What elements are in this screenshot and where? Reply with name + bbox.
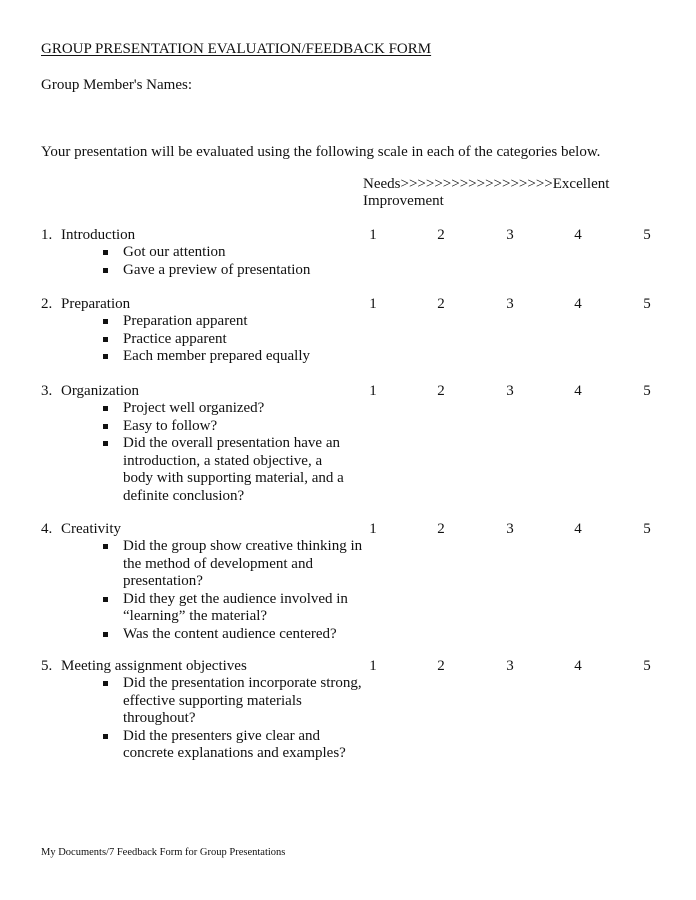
- criteria-list: [103, 313, 373, 366]
- form-title: GROUP PRESENTATION EVALUATION/FEEDBACK FORM: [41, 41, 432, 57]
- category-number: 1.: [41, 227, 53, 243]
- square-bullet-icon: [103, 441, 108, 446]
- category-label: Preparation: [61, 296, 131, 312]
- scale-improvement-label: Improvement: [363, 193, 444, 209]
- criteria-item: [103, 244, 373, 262]
- document-footer: My Documents/7 Feedback Form for Group Presentations: [41, 847, 286, 858]
- score-5[interactable]: 5: [643, 383, 651, 399]
- category-label: Creativity: [61, 521, 121, 537]
- square-bullet-icon: [103, 337, 108, 342]
- category-number: 5.: [41, 658, 53, 674]
- category-title: [41, 382, 139, 400]
- scale-range-label: Needs>>>>>>>>>>>>>>>>>>Excellent: [363, 176, 610, 192]
- score-5[interactable]: 5: [643, 658, 651, 674]
- square-bullet-icon: [103, 319, 108, 324]
- criteria-item: [103, 675, 371, 728]
- criteria-item: [103, 538, 365, 591]
- square-bullet-icon: [103, 268, 108, 273]
- score-3[interactable]: 3: [506, 296, 514, 312]
- square-bullet-icon: [103, 734, 108, 739]
- criteria-text: Did the presentation incorporate strong, effective supporting materials throughout?: [123, 675, 362, 726]
- score-4[interactable]: 4: [574, 296, 582, 312]
- square-bullet-icon: [103, 632, 108, 637]
- criteria-text: Project well organized?: [123, 400, 265, 416]
- criteria-item: [103, 400, 348, 418]
- score-2[interactable]: 2: [437, 521, 445, 537]
- category-label: Meeting assignment objectives: [61, 658, 247, 674]
- criteria-list: [103, 244, 373, 279]
- score-3[interactable]: 3: [506, 227, 514, 243]
- score-1[interactable]: 1: [369, 521, 377, 537]
- criteria-text: Each member prepared equally: [123, 348, 310, 364]
- category-title: [41, 657, 247, 675]
- category-title: [41, 520, 121, 538]
- criteria-text: Did the overall presentation have an introduction, a stated objective, a body with supporting material, and a definite conclusion?: [123, 435, 344, 504]
- criteria-text: Easy to follow?: [123, 417, 218, 434]
- criteria-text: Was the content audience centered?: [123, 625, 337, 642]
- criteria-text: Got our attention: [123, 244, 226, 260]
- category-label: Introduction: [61, 227, 136, 243]
- criteria-text: Did they get the audience involved in “learning” the material?: [123, 590, 348, 624]
- score-2[interactable]: 2: [437, 296, 445, 312]
- criteria-item: [103, 728, 371, 763]
- score-3[interactable]: 3: [506, 658, 514, 674]
- score-1[interactable]: 1: [369, 227, 377, 243]
- score-1[interactable]: 1: [369, 296, 377, 312]
- criteria-text: Did the group show creative thinking in the method of development and presentation?: [123, 538, 363, 589]
- square-bullet-icon: [103, 544, 108, 549]
- criteria-item: [103, 626, 365, 644]
- criteria-text: Preparation apparent: [123, 313, 248, 329]
- category-title: [41, 295, 130, 313]
- category-number: 3.: [41, 383, 53, 399]
- square-bullet-icon: [103, 681, 108, 686]
- criteria-text: Gave a preview of presentation: [123, 261, 311, 278]
- score-1[interactable]: 1: [369, 658, 377, 674]
- criteria-item: [103, 313, 373, 331]
- score-3[interactable]: 3: [506, 383, 514, 399]
- criteria-text: Did the presenters give clear and concrete explanations and examples?: [123, 727, 346, 761]
- square-bullet-icon: [103, 250, 108, 255]
- criteria-item: [103, 348, 373, 366]
- score-1[interactable]: 1: [369, 383, 377, 399]
- criteria-item: [103, 262, 373, 280]
- square-bullet-icon: [103, 354, 108, 359]
- square-bullet-icon: [103, 597, 108, 602]
- score-5[interactable]: 5: [643, 521, 651, 537]
- criteria-list: [103, 400, 348, 505]
- score-2[interactable]: 2: [437, 383, 445, 399]
- score-2[interactable]: 2: [437, 658, 445, 674]
- instructions-text: Your presentation will be evaluated using the following scale in each of the categories below.: [41, 144, 601, 160]
- score-4[interactable]: 4: [574, 383, 582, 399]
- criteria-item: [103, 331, 373, 349]
- score-4[interactable]: 4: [574, 658, 582, 674]
- square-bullet-icon: [103, 424, 108, 429]
- score-3[interactable]: 3: [506, 521, 514, 537]
- criteria-list: [103, 538, 365, 643]
- category-number: 2.: [41, 296, 53, 312]
- criteria-item: [103, 418, 348, 436]
- score-4[interactable]: 4: [574, 521, 582, 537]
- square-bullet-icon: [103, 406, 108, 411]
- rating-scale-legend: [363, 176, 609, 210]
- score-5[interactable]: 5: [643, 296, 651, 312]
- group-names-label: Group Member's Names:: [41, 77, 193, 93]
- score-4[interactable]: 4: [574, 227, 582, 243]
- criteria-list: [103, 675, 371, 763]
- criteria-item: [103, 591, 365, 626]
- category-title: [41, 226, 135, 244]
- category-number: 4.: [41, 521, 53, 537]
- criteria-item: [103, 435, 348, 505]
- score-5[interactable]: 5: [643, 227, 651, 243]
- criteria-text: Practice apparent: [123, 330, 227, 347]
- category-label: Organization: [61, 383, 140, 399]
- score-2[interactable]: 2: [437, 227, 445, 243]
